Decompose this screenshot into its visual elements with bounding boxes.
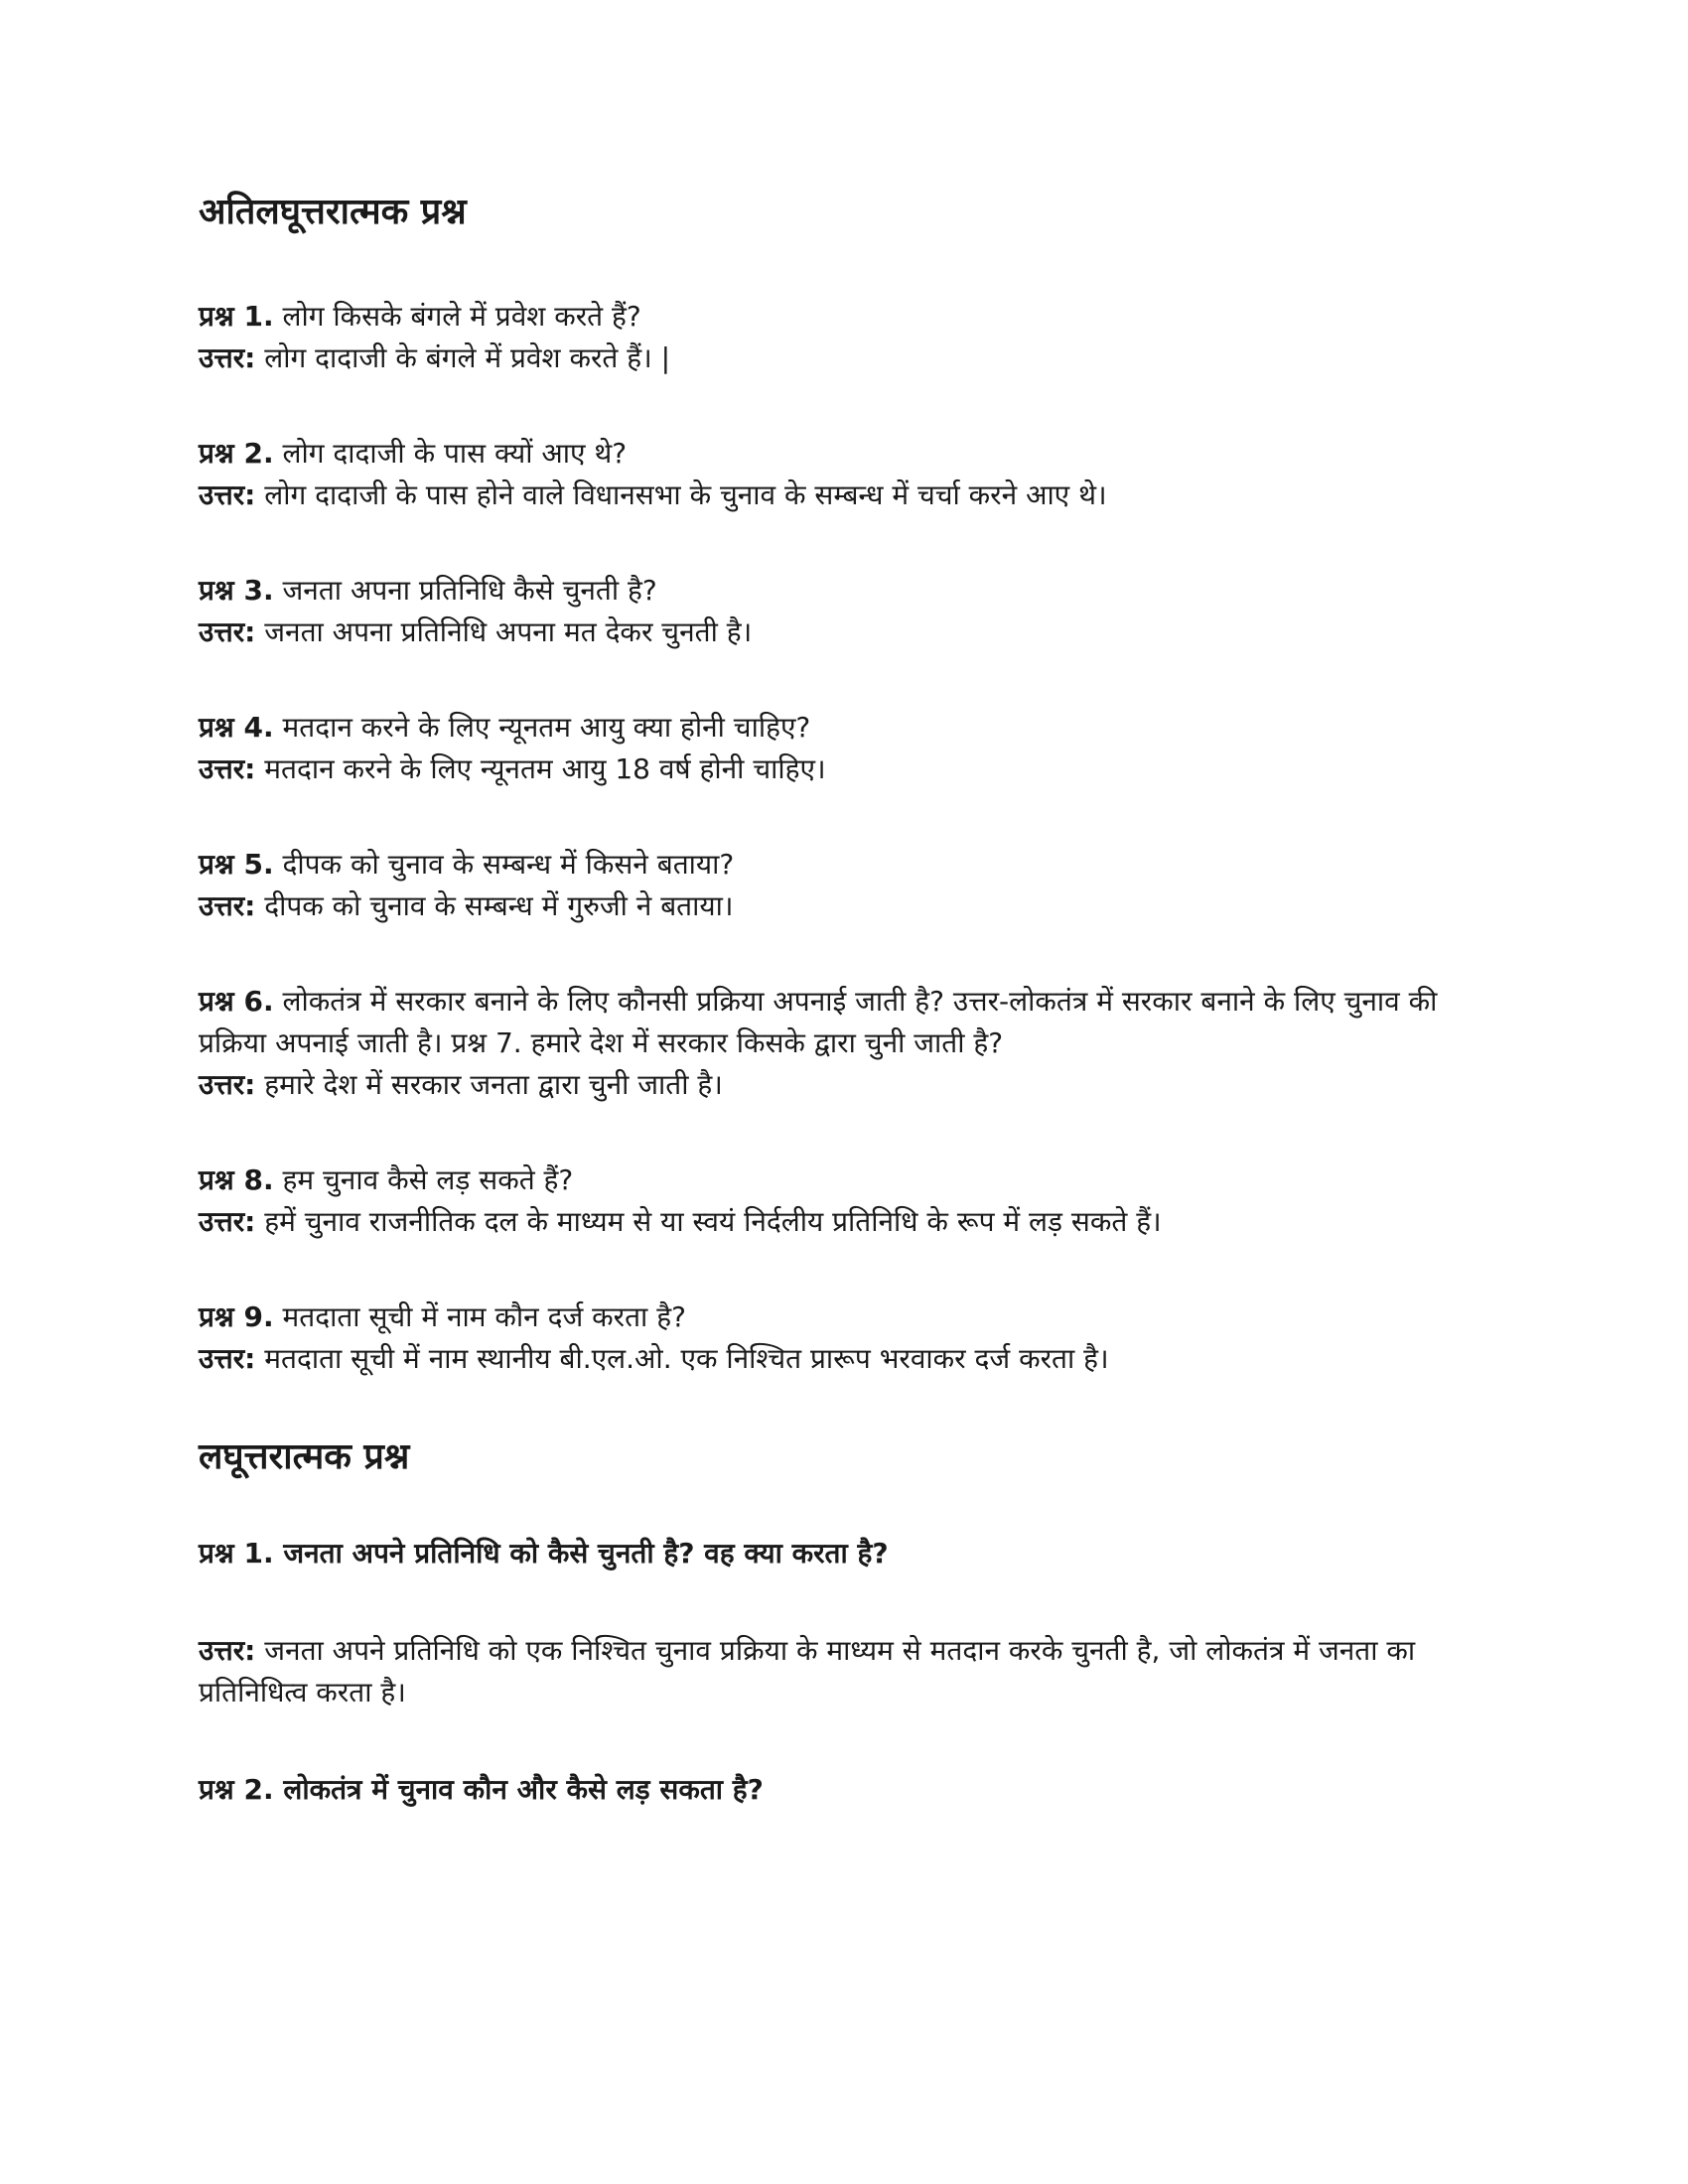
- question-text: मतदान करने के लिए न्यूनतम आयु क्या होनी चाहिए?: [282, 711, 811, 744]
- answer-text: मतदाता सूची में नाम स्थानीय बी.एल.ओ. एक निश्चित प्रारूप भरवाकर दर्ज करता है।: [264, 1342, 1109, 1375]
- question-text: जनता अपना प्रतिनिधि कैसे चुनती है?: [282, 574, 657, 607]
- question-label: प्रश्न 6.: [199, 985, 274, 1018]
- answer-text: लोग दादाजी के पास होने वाले विधानसभा के चुनाव के सम्बन्ध में चर्चा करने आए थे।: [264, 478, 1107, 511]
- answer-line: [199, 338, 1470, 379]
- answer-text: हमारे देश में सरकार जनता द्वारा चुनी जाती है।: [264, 1068, 723, 1101]
- answer-text: लोग दादाजी के बंगले में प्रवेश करते हैं। |: [264, 341, 671, 374]
- question-line: [199, 981, 1470, 1064]
- answer-text: जनता अपना प्रतिनिधि अपना मत देकर चुनती है।: [264, 615, 753, 648]
- answer-text: मतदान करने के लिए न्यूनतम आयु 18 वर्ष होनी चाहिए।: [264, 752, 826, 785]
- qa-item-5: [199, 844, 1470, 927]
- answer-text: हमें चुनाव राजनीतिक दल के माध्यम से या स्वयं निर्दलीय प्रतिनिधि के रूप में लड़ सकते हैं।: [264, 1205, 1162, 1238]
- answer-label: उत्तर:: [199, 889, 256, 922]
- question-label: प्रश्न 8.: [199, 1163, 274, 1196]
- short-question-1: प्रश्न 1. जनता अपने प्रतिनिधि को कैसे चुनती है? वह क्या करता है?: [199, 1537, 889, 1570]
- question-label: प्रश्न 5.: [199, 848, 274, 881]
- answer-label: उत्तर:: [199, 341, 256, 374]
- question-text: लोग किसके बंगले में प्रवेश करते हैं?: [282, 300, 641, 333]
- answer-label: उत्तर:: [199, 752, 256, 785]
- question-line: [199, 570, 1470, 612]
- short-answer-1: [199, 1630, 1470, 1713]
- question-line: [199, 1160, 1470, 1201]
- question-line: [199, 1297, 1470, 1338]
- answer-line: [199, 1201, 1470, 1243]
- answer-line: [199, 1064, 1470, 1106]
- question-line: [199, 296, 1470, 338]
- answer-label: उत्तर:: [199, 478, 256, 511]
- question-line: [199, 844, 1470, 886]
- answer-label: उत्तर:: [199, 1342, 256, 1375]
- question-label: प्रश्न 4.: [199, 711, 274, 744]
- answer-label: उत्तर:: [199, 1205, 256, 1238]
- question-label: प्रश्न 2.: [199, 437, 274, 470]
- question-label: प्रश्न 3.: [199, 574, 274, 607]
- section-heading-very-short-answer: अतिलघूत्तरात्मक प्रश्न: [199, 192, 467, 232]
- question-text: लोग दादाजी के पास क्यों आए थे?: [282, 437, 628, 470]
- answer-line: [199, 612, 1470, 653]
- qa-item-9: [199, 1297, 1470, 1380]
- question-line: [199, 707, 1470, 749]
- question-label: प्रश्न 9.: [199, 1300, 274, 1333]
- answer-label: उत्तर:: [199, 1068, 256, 1101]
- qa-item-1: [199, 296, 1470, 379]
- question-label: प्रश्न 1.: [199, 300, 274, 333]
- answer-label: उत्तर:: [199, 1634, 256, 1667]
- document-page: [199, 189, 1470, 1866]
- qa-item-4: [199, 707, 1470, 790]
- qa-item-2: [199, 433, 1470, 516]
- question-line: [199, 433, 1470, 475]
- qa-item-3: [199, 570, 1470, 653]
- answer-text: जनता अपने प्रतिनिधि को एक निश्चित चुनाव प्रक्रिया के माध्यम से मतदान करके चुनती है, जो लोकतंत्र में जनता का प्रतिनिधित्व करता है।: [199, 1634, 1416, 1708]
- question-text: दीपक को चुनाव के सम्बन्ध में किसने बताया?: [282, 848, 735, 881]
- answer-label: उत्तर:: [199, 615, 256, 648]
- question-text: हम चुनाव कैसे लड़ सकते हैं?: [282, 1163, 574, 1196]
- answer-line: [199, 1338, 1470, 1380]
- qa-item-8: [199, 1160, 1470, 1243]
- section-heading-short-answer: लघूत्तरात्मक प्रश्न: [199, 1436, 410, 1477]
- answer-line: [199, 886, 1470, 927]
- qa-item-6-7: [199, 981, 1470, 1106]
- short-question-2: प्रश्न 2. लोकतंत्र में चुनाव कौन और कैसे लड़ सकता है?: [199, 1773, 764, 1806]
- question-text: मतदाता सूची में नाम कौन दर्ज करता है?: [282, 1300, 686, 1333]
- answer-line: [199, 475, 1470, 516]
- question-text: लोकतंत्र में सरकार बनाने के लिए कौनसी प्रक्रिया अपनाई जाती है? उत्तर-लोकतंत्र में सरकार बनाने के लिए चुनाव की प्रक्रिया अपनाई जाती है। प्रश्न 7. हमारे देश में सरकार किसके द्वारा चुनी जाती है?: [199, 985, 1438, 1059]
- answer-line: [199, 749, 1470, 790]
- answer-text: दीपक को चुनाव के सम्बन्ध में गुरुजी ने बताया।: [264, 889, 734, 922]
